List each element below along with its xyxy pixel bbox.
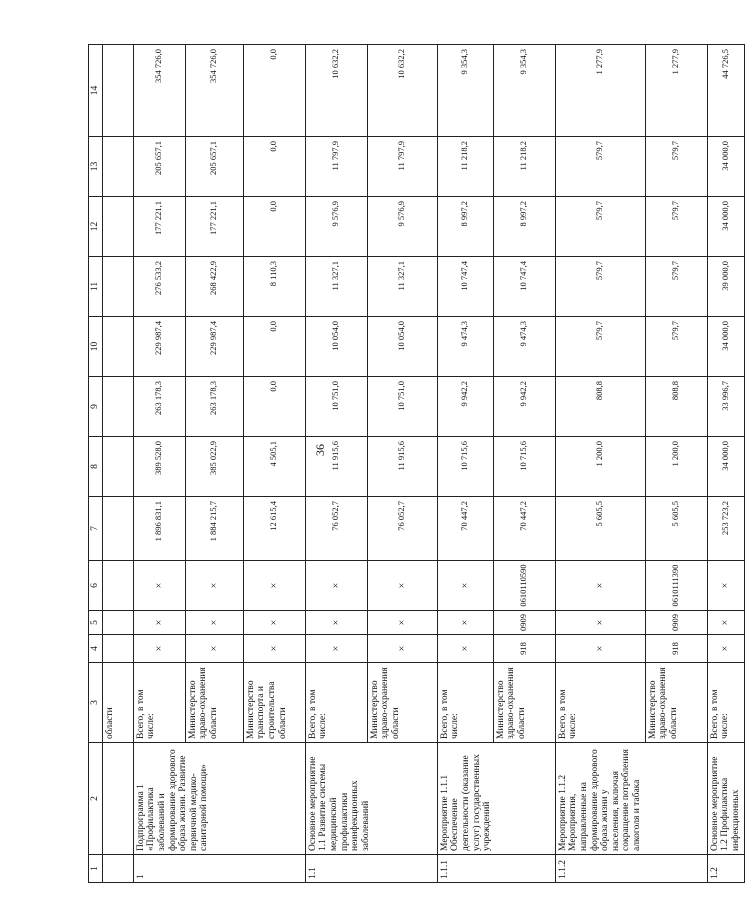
section-code: × xyxy=(437,611,493,635)
table-row xyxy=(133,45,185,883)
amount-cell: 1 896 831,1 xyxy=(133,497,185,561)
target-article-code: × xyxy=(243,561,305,611)
amount-cell: 0,0 xyxy=(243,317,305,377)
row-index: 1.1.2 xyxy=(555,855,707,883)
col-num: 13 xyxy=(89,137,103,197)
executor-cell: Министерство здраво-охранения области xyxy=(367,663,437,743)
amount-cell: 11 327,1 xyxy=(305,257,367,317)
amount-cell: 205 657,1 xyxy=(133,137,185,197)
amount-cell: 8 997,2 xyxy=(493,197,555,257)
col-num: 1 xyxy=(89,855,103,883)
amount-cell: 579,7 xyxy=(645,317,707,377)
amount-cell: 354 726,0 xyxy=(185,45,243,137)
target-article-code: × xyxy=(185,561,243,611)
grbs-code: × xyxy=(305,635,367,663)
amount-cell: 579,7 xyxy=(555,257,645,317)
target-article-code: × xyxy=(437,561,493,611)
amount-cell: 10 054,0 xyxy=(367,317,437,377)
activity-name: Мероприятие 1.1.1 Обеспечение деятельности (оказание услуг) государственных учреждений xyxy=(437,743,555,855)
target-article-code: × xyxy=(367,561,437,611)
amount-cell: 579,7 xyxy=(645,197,707,257)
section-code: × xyxy=(185,611,243,635)
amount-cell: 354 726,0 xyxy=(133,45,185,137)
col-num: 9 xyxy=(89,377,103,437)
section-code: × xyxy=(243,611,305,635)
grbs-code: × xyxy=(367,635,437,663)
executor-cell: Министерство здраво-охранения области xyxy=(645,663,707,743)
amount-cell: 11 797,9 xyxy=(305,137,367,197)
section-code: 0909 xyxy=(493,611,555,635)
amount-cell: 70 447,2 xyxy=(493,497,555,561)
activity-name: Основное мероприятие 1.2 Профилактика инфекционных xyxy=(707,743,744,855)
target-article-code: × xyxy=(305,561,367,611)
executor-cell: Всего, в том числе: xyxy=(133,663,185,743)
grbs-code: × xyxy=(133,635,185,663)
amount-cell: 0,0 xyxy=(243,377,305,437)
section-code: × xyxy=(133,611,185,635)
amount-cell: 579,7 xyxy=(555,197,645,257)
amount-cell: 10 751,0 xyxy=(305,377,367,437)
section-code: 0909 xyxy=(645,611,707,635)
amount-cell: 5 605,5 xyxy=(555,497,645,561)
executor-cell: Всего, в том числе: xyxy=(437,663,493,743)
grbs-code: × xyxy=(437,635,493,663)
target-article-code: × xyxy=(133,561,185,611)
amount-cell: 11 915,6 xyxy=(367,437,437,497)
amount-cell: 11 218,2 xyxy=(437,137,493,197)
grbs-code: × xyxy=(555,635,645,663)
col-num: 7 xyxy=(89,497,103,561)
executor-cell: Министерство здраво-охранения области xyxy=(493,663,555,743)
amount-cell: 34 000,0 xyxy=(707,317,744,377)
col-num: 8 xyxy=(89,437,103,497)
amount-cell: 0,0 xyxy=(243,137,305,197)
rotated-table-wrapper xyxy=(88,45,741,883)
amount-cell: 579,7 xyxy=(645,137,707,197)
col-num: 6 xyxy=(89,561,103,611)
table-row xyxy=(555,45,645,883)
amount-cell: 229 987,4 xyxy=(185,317,243,377)
amount-cell: 253 723,2 xyxy=(707,497,744,561)
grbs-code: 918 xyxy=(493,635,555,663)
page-number: 36 xyxy=(313,444,327,456)
col-num: 10 xyxy=(89,317,103,377)
col-num: 14 xyxy=(89,45,103,137)
amount-cell: 11 218,2 xyxy=(493,137,555,197)
amount-cell: 4 505,1 xyxy=(243,437,305,497)
amount-cell: 9 354,3 xyxy=(437,45,493,137)
amount-cell: 0,0 xyxy=(243,45,305,137)
amount-cell: 8 997,2 xyxy=(437,197,493,257)
amount-cell: 70 447,2 xyxy=(437,497,493,561)
target-article-code: 0610111390 xyxy=(645,561,707,611)
row-index: 1.2 xyxy=(707,855,744,883)
continuation-text: области xyxy=(102,663,133,743)
amount-cell: 34 000,0 xyxy=(707,197,744,257)
col-num: 4 xyxy=(89,635,103,663)
table-row xyxy=(707,45,744,883)
amount-cell: 11 915,6 xyxy=(305,437,367,497)
target-article-code: × xyxy=(555,561,645,611)
amount-cell: 808,8 xyxy=(645,377,707,437)
grbs-code: × xyxy=(185,635,243,663)
amount-cell: 11 797,9 xyxy=(367,137,437,197)
amount-cell: 44 726,5 xyxy=(707,45,744,137)
amount-cell: 263 178,3 xyxy=(133,377,185,437)
target-article-code: 0610110590 xyxy=(493,561,555,611)
amount-cell: 10 632,2 xyxy=(367,45,437,137)
amount-cell: 389 528,0 xyxy=(133,437,185,497)
section-code: × xyxy=(305,611,367,635)
section-code: × xyxy=(707,611,744,635)
amount-cell: 263 178,3 xyxy=(185,377,243,437)
amount-cell: 9 474,3 xyxy=(493,317,555,377)
col-num: 12 xyxy=(89,197,103,257)
amount-cell: 11 327,1 xyxy=(367,257,437,317)
amount-cell: 10 632,2 xyxy=(305,45,367,137)
activity-name: Основное мероприятие 1.1 Развитие системы медицинской профилактики неинфекционных заболеваний xyxy=(305,743,437,855)
row-index: 1.1 xyxy=(305,855,437,883)
col-num: 2 xyxy=(89,743,103,855)
amount-cell: 177 221,1 xyxy=(133,197,185,257)
section-code: × xyxy=(555,611,645,635)
amount-cell: 9 942,2 xyxy=(437,377,493,437)
amount-cell: 10 715,6 xyxy=(437,437,493,497)
budget-table xyxy=(88,44,745,883)
amount-cell: 10 747,4 xyxy=(437,257,493,317)
amount-cell: 12 615,4 xyxy=(243,497,305,561)
amount-cell: 177 221,1 xyxy=(185,197,243,257)
section-code: × xyxy=(367,611,437,635)
amount-cell: 9 474,3 xyxy=(437,317,493,377)
amount-cell: 808,8 xyxy=(555,377,645,437)
amount-cell: 9 942,2 xyxy=(493,377,555,437)
amount-cell: 34 000,0 xyxy=(707,437,744,497)
amount-cell: 10 715,6 xyxy=(493,437,555,497)
amount-cell: 5 605,5 xyxy=(645,497,707,561)
amount-cell: 10 747,4 xyxy=(493,257,555,317)
amount-cell: 1 884 215,7 xyxy=(185,497,243,561)
amount-cell: 0,0 xyxy=(243,197,305,257)
amount-cell: 276 533,2 xyxy=(133,257,185,317)
row-index: 1 xyxy=(133,855,305,883)
grbs-code: × xyxy=(243,635,305,663)
amount-cell: 579,7 xyxy=(645,257,707,317)
amount-cell: 9 354,3 xyxy=(493,45,555,137)
amount-cell: 1 277,9 xyxy=(645,45,707,137)
executor-cell: Министерство здраво-охранения области xyxy=(185,663,243,743)
amount-cell: 9 576,9 xyxy=(305,197,367,257)
amount-cell: 1 200,0 xyxy=(645,437,707,497)
amount-cell: 9 576,9 xyxy=(367,197,437,257)
executor-cell: Всего, в том числе: xyxy=(555,663,645,743)
activity-name: Мероприятие 1.1.2 Мероприятия, направленные на формирование здорового образа жизни у населения, включая сокращение потребления алкоголя и табака xyxy=(555,743,707,855)
amount-cell: 10 751,0 xyxy=(367,377,437,437)
grbs-code: 918 xyxy=(645,635,707,663)
column-numbers-row xyxy=(89,45,103,883)
amount-cell: 76 052,7 xyxy=(305,497,367,561)
row-index: 1.1.1 xyxy=(437,855,555,883)
amount-cell: 1 200,0 xyxy=(555,437,645,497)
continuation-row xyxy=(102,45,133,883)
amount-cell: 229 987,4 xyxy=(133,317,185,377)
amount-cell: 579,7 xyxy=(555,137,645,197)
executor-cell: Министерство транспорта и строительства области xyxy=(243,663,305,743)
executor-cell: Всего, в том числе: xyxy=(707,663,744,743)
amount-cell: 385 022,9 xyxy=(185,437,243,497)
executor-cell: Всего, в том числе: xyxy=(305,663,367,743)
col-num: 3 xyxy=(89,663,103,743)
amount-cell: 76 052,7 xyxy=(367,497,437,561)
amount-cell: 39 000,0 xyxy=(707,257,744,317)
amount-cell: 8 110,3 xyxy=(243,257,305,317)
table-row xyxy=(305,45,367,883)
amount-cell: 205 657,1 xyxy=(185,137,243,197)
grbs-code: × xyxy=(707,635,744,663)
col-num: 11 xyxy=(89,257,103,317)
amount-cell: 579,7 xyxy=(555,317,645,377)
col-num: 5 xyxy=(89,611,103,635)
target-article-code: × xyxy=(707,561,744,611)
amount-cell: 268 422,9 xyxy=(185,257,243,317)
amount-cell: 1 277,9 xyxy=(555,45,645,137)
table-row xyxy=(437,45,493,883)
amount-cell: 33 996,7 xyxy=(707,377,744,437)
amount-cell: 34 000,0 xyxy=(707,137,744,197)
activity-name: Подпрограмма 1 «Профилактика заболеваний и формирование здорового образа жизни. Развитие первичной медико-санитарной помощи» xyxy=(133,743,305,855)
amount-cell: 10 054,0 xyxy=(305,317,367,377)
